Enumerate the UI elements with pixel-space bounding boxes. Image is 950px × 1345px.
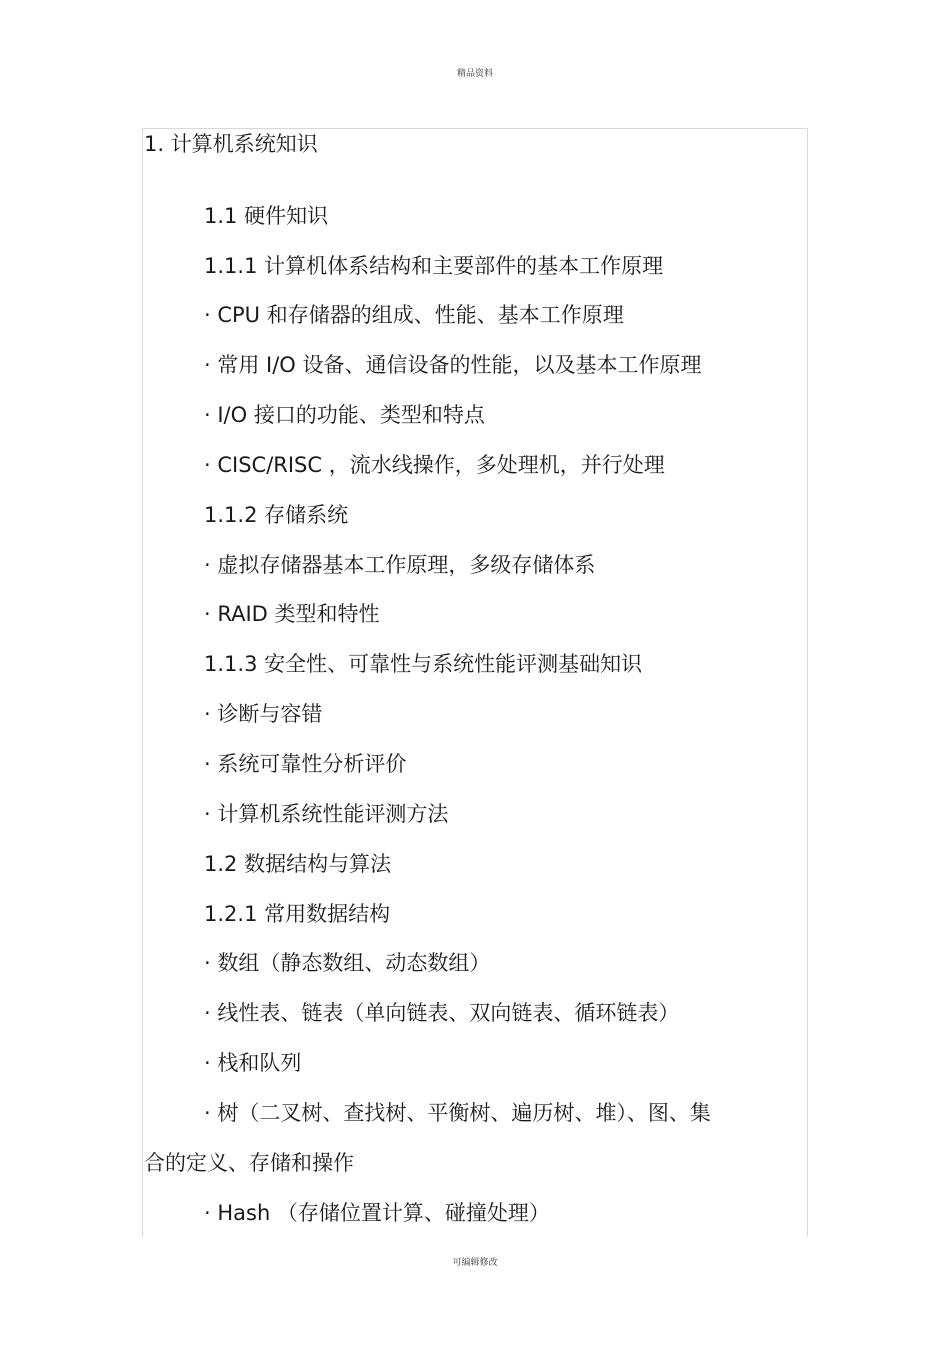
chapter-heading: 1. 计算机系统知识 bbox=[144, 132, 318, 156]
subsection-heading: 1.1.1 计算机体系结构和主要部件的基本工作原理 bbox=[204, 254, 664, 278]
subsection-heading: 1.2.1 常用数据结构 bbox=[204, 902, 391, 926]
bullet-item: · 数组（静态数组、动态数组） bbox=[204, 951, 491, 975]
bullet-item: · CPU 和存储器的组成、性能、基本工作原理 bbox=[204, 303, 624, 327]
bullet-item: · 栈和队列 bbox=[204, 1051, 302, 1075]
subsection-heading: 1.1.2 存储系统 bbox=[204, 503, 349, 527]
bullet-item: · CISC/RISC ，流水线操作，多处理机，并行处理 bbox=[204, 453, 665, 477]
bullet-item: · 诊断与容错 bbox=[204, 702, 323, 726]
bullet-item: · Hash （存储位置计算、碰撞处理） bbox=[204, 1201, 550, 1225]
section-heading: 1.2 数据结构与算法 bbox=[204, 852, 392, 876]
subsection-heading: 1.1.3 安全性、可靠性与系统性能评测基础知识 bbox=[204, 652, 643, 676]
bullet-item: · RAID 类型和特性 bbox=[204, 602, 380, 626]
section-heading: 1.1 硬件知识 bbox=[204, 204, 329, 228]
bullet-item: · 树（二叉树、查找树、平衡树、遍历树、堆）、图、集 bbox=[204, 1101, 711, 1125]
bullet-item: · 计算机系统性能评测方法 bbox=[204, 802, 449, 826]
page-footer: 可编辑修改 bbox=[452, 1258, 498, 1268]
bullet-item: · 线性表、链表（单向链表、双向链表、循环链表） bbox=[204, 1001, 680, 1025]
bullet-item: · 常用 I/O 设备、通信设备的性能，以及基本工作原理 bbox=[204, 353, 702, 377]
bullet-item: · 虚拟存储器基本工作原理，多级存储体系 bbox=[204, 553, 596, 577]
bullet-item-continuation: 合的定义、存储和操作 bbox=[144, 1151, 354, 1175]
bullet-item: · 系统可靠性分析评价 bbox=[204, 752, 407, 776]
bullet-item: · I/O 接口的功能、类型和特点 bbox=[204, 403, 485, 427]
page-header: 精品资料 bbox=[456, 69, 493, 79]
